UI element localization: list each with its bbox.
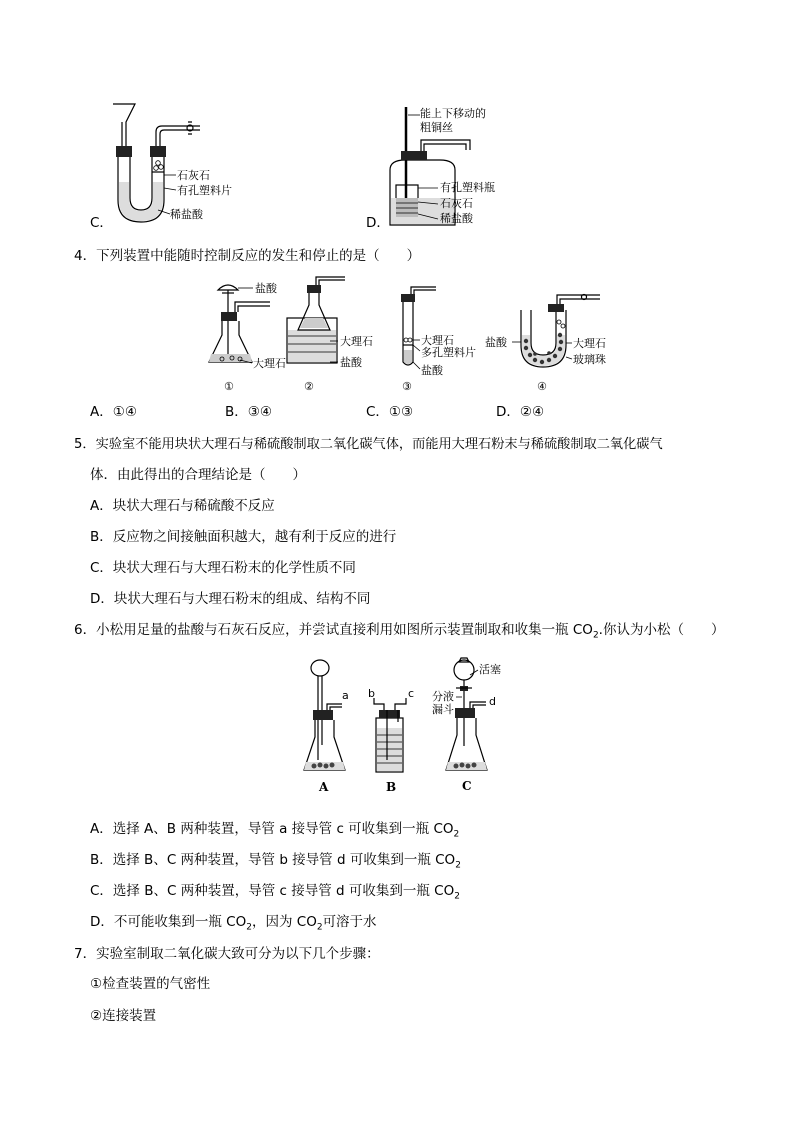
q6-tube-d-label: d bbox=[489, 695, 496, 708]
q6-option-d-subscript-2: 2 bbox=[316, 922, 323, 933]
q6-option-c-subscript: 2 bbox=[454, 891, 460, 902]
q6-funnel-label-1: 分液 bbox=[432, 690, 454, 703]
q4-figure-number-3: ③ bbox=[402, 380, 412, 393]
label-perforated-bottle: 有孔塑料瓶 bbox=[440, 181, 495, 194]
label-limestone-d: 石灰石 bbox=[440, 197, 473, 210]
q6-option-d-text-tail: 可溶于水 bbox=[322, 914, 377, 930]
q6-tube-c-label: c bbox=[408, 687, 415, 700]
q6-option-c[interactable] bbox=[90, 882, 460, 906]
q4-figure-number-2: ② bbox=[304, 380, 314, 393]
q6-option-a-subscript: 2 bbox=[453, 829, 460, 840]
q6-funnel-label-2: 漏斗 bbox=[432, 703, 454, 716]
q4-figure-number-4: ④ bbox=[537, 380, 547, 393]
q5-option-a[interactable]: A．块状大理石与稀硫酸不反应 bbox=[90, 498, 275, 514]
option-d-label: D． bbox=[366, 215, 390, 231]
label-movable: 能上下移动的 bbox=[420, 107, 486, 120]
question-5-stem-line-1: 5．实验室不能用块状大理石与稀硫酸制取二氧化碳气体，而能用大理石粉末与稀硫酸制取二氧化碳气 bbox=[74, 437, 663, 452]
q6-option-b-subscript: 2 bbox=[455, 860, 461, 871]
q6-stem-main: 6．小松用足量的盐酸与石灰石反应，并尝试直接利用如图所示装置制取和收集一瓶 CO bbox=[74, 622, 593, 638]
q6-option-a[interactable] bbox=[90, 820, 459, 844]
label-perforated-plastic-plate: 有孔塑料片 bbox=[177, 184, 232, 197]
label-copper-wire: 粗铜丝 bbox=[420, 121, 453, 134]
q4-1-label-hcl: 盐酸 bbox=[255, 282, 277, 295]
q4-2-label-marble: 大理石 bbox=[340, 335, 373, 348]
q6-option-d-subscript-1: 2 bbox=[246, 922, 252, 933]
question-7-stem: 7．实验室制取二氧化碳大致可分为以下几个步骤： bbox=[74, 946, 380, 962]
question-5-stem-line-2: 体．由此得出的合理结论是（ ） bbox=[90, 467, 306, 483]
q4-4-label-glass-beads: 玻璃珠 bbox=[573, 353, 606, 366]
q4-3-label-hcl: 盐酸 bbox=[421, 364, 443, 377]
q6-option-d-text: D．不可能收集到一瓶 CO bbox=[90, 914, 247, 930]
q6-option-d-text-mid: ，因为 CO bbox=[251, 914, 317, 930]
q6-device-a-caption: A bbox=[319, 780, 329, 794]
q5-option-b[interactable]: B．反应物之间接触面积越大，越有利于反应的进行 bbox=[90, 529, 397, 545]
q4-1-label-marble: 大理石 bbox=[253, 357, 286, 370]
q5-option-d[interactable]: D．块状大理石与大理石粉末的组成、结构不同 bbox=[90, 591, 371, 607]
q6-stem-tail: .你认为小松（ ） bbox=[598, 622, 725, 638]
q6-stem-subscript: 2 bbox=[592, 630, 599, 641]
q6-device-b-caption: B bbox=[386, 780, 397, 794]
q6-device-c-caption: C bbox=[462, 779, 472, 793]
q6-option-a-text: A．选择 A、B 两种装置，导管 a 接导管 c 可收集到一瓶 CO bbox=[90, 821, 454, 837]
q4-option-d[interactable]: D．②④ bbox=[496, 404, 545, 420]
q6-option-b[interactable] bbox=[90, 851, 461, 875]
q4-option-c[interactable]: C．①③ bbox=[366, 404, 414, 420]
label-limestone: 石灰石 bbox=[177, 169, 210, 182]
q6-option-d[interactable] bbox=[90, 913, 377, 937]
q4-option-a[interactable]: A．①④ bbox=[90, 404, 137, 420]
q4-4-label-marble: 大理石 bbox=[573, 337, 606, 350]
option-c-label: C． bbox=[90, 215, 113, 231]
q7-step-2: ②连接装置 bbox=[90, 1008, 157, 1024]
q7-step-1: ①检查装置的气密性 bbox=[90, 976, 211, 992]
q4-figure-number-1: ① bbox=[224, 380, 234, 393]
q4-2-label-hcl: 盐酸 bbox=[340, 356, 362, 369]
q6-option-b-text: B．选择 B、C 两种装置，导管 b 接导管 d 可收集到一瓶 CO bbox=[90, 852, 456, 868]
question-4-stem: 4．下列装置中能随时控制反应的发生和停止的是（ ） bbox=[74, 248, 421, 264]
q6-valve-label: 活塞 bbox=[479, 663, 501, 676]
q4-option-b[interactable]: B．③④ bbox=[225, 404, 272, 420]
q4-3-label-marble: 大理石 bbox=[421, 334, 454, 347]
q6-tube-b-label: b bbox=[368, 687, 375, 700]
label-dilute-hcl-d: 稀盐酸 bbox=[440, 212, 473, 225]
q4-4-label-hcl: 盐酸 bbox=[485, 336, 507, 349]
q4-3-label-plate: 多孔塑料片 bbox=[421, 346, 476, 359]
q6-tube-a-label: a bbox=[342, 689, 349, 702]
q6-option-c-text: C．选择 B、C 两种装置，导管 c 接导管 d 可收集到一瓶 CO bbox=[90, 883, 455, 899]
q5-option-c[interactable]: C．块状大理石与大理石粉末的化学性质不同 bbox=[90, 560, 356, 576]
label-dilute-hcl: 稀盐酸 bbox=[170, 208, 203, 221]
